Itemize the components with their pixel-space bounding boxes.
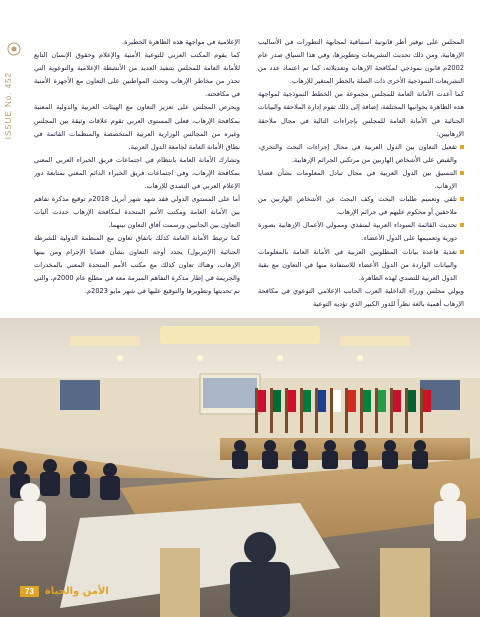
bullet-paragraph: تغذية قاعدة بيانات المطلوبين العربية في الأمانة العامة بالمعلومات والبيانات الواردة من الدول الأعضاء للاستفادة منها في التعاون مع بقية الدول العربية للتصدي لهذه الظاهرة. [258, 246, 464, 285]
bullet-paragraph: تحديث القائمة السوداء العربية لمنفذي وممولي الأعمال الإرهابية بصورة دورية وتعميمها على الدول الأعضاء. [258, 219, 464, 245]
magazine-name: الأمن والحياة [44, 585, 109, 597]
paragraph: كما يقوم المكتب العربي للتوعية الأمنية والإعلام وحقوق الإنسان التابع للأمانة العامة للمجلس بتنفيذ العديد من الأنشطة الإعلامية والتوعوية التي تحذر من مخاطر الإرهاب وتحث المواطنين على التعاون مع الأجهزة الأمنية في مكافحته. [34, 51, 240, 99]
page-number: 73 [20, 586, 39, 597]
paragraph: الإعلامية في مواجهة هذه الظاهرة الخطيرة. [122, 38, 240, 46]
paragraph: ويولي مجلس وزراء الداخلية العرب الجانب الإعلامي التوعوي في مكافحة الإرهاب أهمية بالغة نظراً للدور الكبير الذي تؤديه التوعية [258, 286, 464, 308]
emblem-icon [7, 42, 21, 56]
page-footer [0, 580, 130, 602]
paragraph: أما على المستوى الدولي فقد شهد شهر أبريل 2018م توقيع مذكرة تفاهم بين الأمانة العامة ومكتب الأمم المتحدة لمكافحة الإرهاب حددت آليات التعاون بين الجانبين ورسمت آفاق التعاون بينهما. [34, 195, 240, 230]
paragraph: كما أعدت الأمانة العامة للمجلس مجموعة من الخطط النموذجية لمواجهة هذه الظاهرة بجوانبها المختلفة، إضافة إلى ذلك تقوم إدارة الملاحقة والبيانات الجنائية في الأمانة العامة للمجلس بإجراءات التالية في مجال ملاحقة الإرهابيين: [258, 90, 464, 138]
bullet-paragraph: تفعيل التعاون بين الدول العربية في مجال إجراءات البحث والتحري، والقبض على الأشخاص الهاربين من مرتكبي الجرائم الإرهابية. [258, 141, 464, 167]
article-column-left [34, 36, 240, 314]
paragraph: ويحرص المجلس على تعزيز التعاون مع الهيئات العربية والدولية المعنية بمكافحة الإرهاب، فعلى المستوى العربي تقوم علاقات وثيقة بين المجلس وغيره من المجالس الوزارية العربية المتخصصة والمنظمات القائمة في نطاق الأمانة العامة لجامعة الدول العربية. [34, 103, 240, 151]
paragraph: المجلس على توفير أطر قانونية استباقية لمجابهة التطورات في الأساليب الإرهابية، ومن ذلك تحديث التشريعات وتطويرها، وفي هذا السياق صدر عام 2002م قانون نموذجي لمكافحة الإرهاب وتعديلاته، كما تم اعتماد عدد من التشريعات النموذجية الأخرى ذات الصلة بالخطر المتغير للإرهاب. [258, 38, 464, 86]
paragraph: كما ترتبط الأمانة العامة كذلك باتفاق تعاون مع المنظمة الدولية للشرطة الجنائية (الإنتربول) يحدد أوجه التعاون بشأن قضايا الإجرام ومن بينها الإرهاب، وهناك تعاون كذلك مع مكتب الأمم المتحدة المعني بالمخدرات والجريمة في إطار مذكرة التفاهم المبرمة معه في مطلع عام 2000م، والتي تم تحديثها وتطويرها والتوقيع عليها في شهر مايو 2023م. [34, 234, 240, 295]
article-column-right [258, 36, 464, 314]
conference-photo [0, 318, 480, 617]
paragraph: وتشارك الأمانة العامة بانتظام في اجتماعات فريق الخبراء العربي المعني بمكافحة الإرهاب، وفي اجتماعات فريق الخبراء الدائم المعني بمتابعة دور الإعلام العربي في التصدي للإرهاب. [34, 155, 240, 191]
issue-number: ISSUE No. 452 [4, 72, 13, 140]
bullet-paragraph: تلقي وتعميم طلبات البحث وكف البحث عن الأشخاص الهاربين من ملاحقين أو محكوم عليهم في جرائم الإرهاب. [258, 193, 464, 219]
issue-sidebar [0, 0, 28, 320]
bullet-paragraph: التنسيق بين الدول العربية في مجال تبادل المعلومات بشأن قضايا الإرهاب. [258, 167, 464, 193]
